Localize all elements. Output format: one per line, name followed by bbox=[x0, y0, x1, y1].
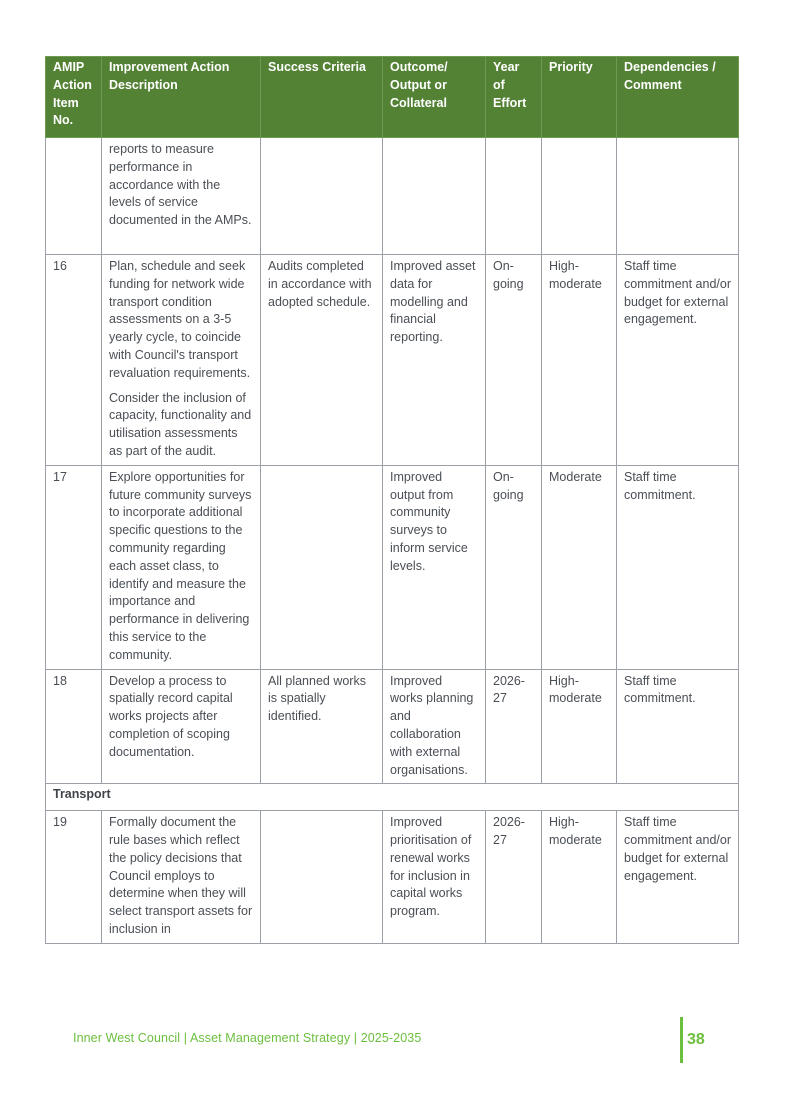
cell-number: 18 bbox=[46, 669, 102, 784]
cell-priority: Moderate bbox=[542, 465, 617, 669]
cell-priority: High-moderate bbox=[542, 255, 617, 466]
cell-year: 2026-27 bbox=[486, 669, 542, 784]
cell-number: 19 bbox=[46, 811, 102, 944]
page-number: 38 bbox=[687, 1031, 705, 1048]
description-paragraph: Plan, schedule and seek funding for network wide transport condition assessments on a 3-5 yearly cycle, to coincide with Council's transport revaluation requirements. bbox=[109, 259, 251, 380]
table-row bbox=[46, 465, 739, 669]
cell-outcome bbox=[383, 138, 486, 255]
section-title: Transport bbox=[46, 784, 739, 811]
cell-outcome: Improved asset data for modelling and financial reporting. bbox=[383, 255, 486, 466]
header-priority: Priority bbox=[542, 57, 617, 138]
cell-dependencies bbox=[617, 138, 739, 255]
cell-priority: High-moderate bbox=[542, 669, 617, 784]
header-dependencies: Dependencies / Comment bbox=[617, 57, 739, 138]
cell-success bbox=[261, 465, 383, 669]
table-row bbox=[46, 669, 739, 784]
cell-description: Develop a process to spatially record capital works projects after completion of scoping documentation. bbox=[102, 669, 261, 784]
cell-description: Formally document the rule bases which reflect the policy decisions that Council employs to determine when they will select transport assets for inclusion in bbox=[102, 811, 261, 944]
footer-divider bbox=[680, 1017, 683, 1063]
cell-dependencies: Staff time commitment and/or budget for external engagement. bbox=[617, 255, 739, 466]
cell-priority bbox=[542, 138, 617, 255]
cell-number: 16 bbox=[46, 255, 102, 466]
cell-dependencies: Staff time commitment and/or budget for external engagement. bbox=[617, 811, 739, 944]
amip-table bbox=[45, 56, 739, 944]
cell-number: 17 bbox=[46, 465, 102, 669]
cell-year: 2026-27 bbox=[486, 811, 542, 944]
description-paragraph: Consider the inclusion of capacity, functionality and utilisation assessments as part of the audit. bbox=[109, 390, 252, 458]
header-success-criteria: Success Criteria bbox=[261, 57, 383, 138]
cell-success bbox=[261, 138, 383, 255]
cell-priority: High-moderate bbox=[542, 811, 617, 944]
cell-description: Explore opportunities for future community surveys to incorporate additional specific questions to the community regarding each asset class, to identify and measure the importance and performance in delivering this service to the community. bbox=[102, 465, 261, 669]
cell-dependencies: Staff time commitment. bbox=[617, 465, 739, 669]
table-row-continued bbox=[46, 138, 739, 255]
cell-success: Audits completed in accordance with adopted schedule. bbox=[261, 255, 383, 466]
cell-outcome: Improved output from community surveys to inform service levels. bbox=[383, 465, 486, 669]
cell-description: reports to measure performance in accordance with the levels of service documented in the AMPs. bbox=[102, 138, 261, 255]
cell-number bbox=[46, 138, 102, 255]
cell-year: On-going bbox=[486, 255, 542, 466]
footer-title: Inner West Council | Asset Management Strategy | 2025-2035 bbox=[73, 1031, 422, 1045]
header-year: Year of Effort bbox=[486, 57, 542, 138]
header-outcome: Outcome/ Output or Collateral bbox=[383, 57, 486, 138]
cell-description bbox=[102, 255, 261, 466]
cell-outcome: Improved prioritisation of renewal works for inclusion in capital works program. bbox=[383, 811, 486, 944]
cell-outcome: Improved works planning and collaboration with external organisations. bbox=[383, 669, 486, 784]
cell-success: All planned works is spatially identified. bbox=[261, 669, 383, 784]
table-row bbox=[46, 255, 739, 466]
table-header-row bbox=[46, 57, 739, 138]
header-description: Improvement Action Description bbox=[102, 57, 261, 138]
header-action-number: AMIP Action Item No. bbox=[46, 57, 102, 138]
cell-dependencies: Staff time commitment. bbox=[617, 669, 739, 784]
cell-success bbox=[261, 811, 383, 944]
table-row bbox=[46, 811, 739, 944]
cell-year: On-going bbox=[486, 465, 542, 669]
section-row-transport bbox=[46, 784, 739, 811]
cell-year bbox=[486, 138, 542, 255]
